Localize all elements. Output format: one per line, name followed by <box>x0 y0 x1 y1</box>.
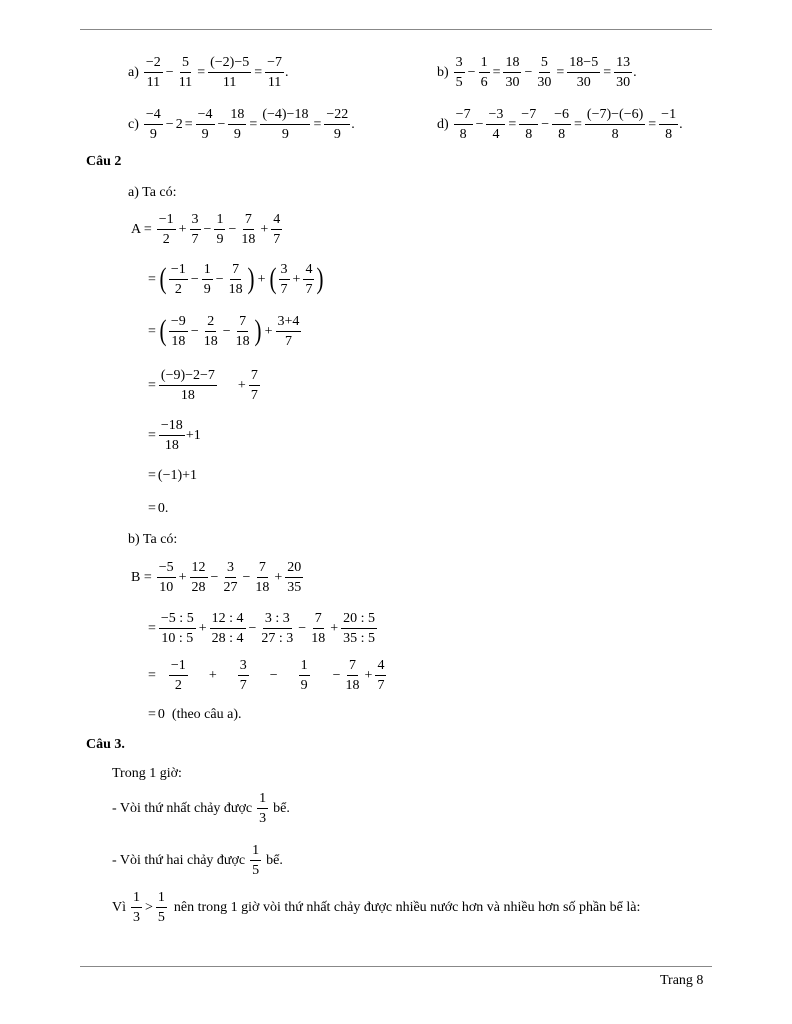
cau2-heading: Câu 2 <box>86 154 122 169</box>
cau3-intro: Trong 1 giờ: <box>112 766 182 781</box>
fraction: $\frac{3}{27}$ <box>223 560 238 596</box>
cau3-heading: Câu 3. <box>86 737 125 752</box>
A-line-2: = ( $\frac{-1}{2}$ − $\frac{1}{9}$ − $\frac{7}{18}$ ) + ( $\frac{3}{7}$ + $\frac{4}{7}$ ) <box>148 261 324 298</box>
footer-rule <box>80 966 712 967</box>
fraction: $\frac{1}{5}$ <box>157 890 165 926</box>
fraction: $\frac{4}{7}$ <box>273 212 281 248</box>
page-number: Trang 8 <box>660 973 704 988</box>
cau2-a-intro: a) Ta có: <box>128 185 177 200</box>
fraction: $\frac{12 : 4}{28 : 4}$ <box>211 611 244 647</box>
fraction: $\frac{-5 : 5}{10 : 5}$ <box>160 611 194 647</box>
fraction: $\frac{(-9)-2-7}{18}$ <box>160 368 215 404</box>
fraction: $\frac{-6}{8}$ <box>554 107 570 143</box>
fraction: $\frac{13}{30}$ <box>616 55 631 91</box>
fraction: $\frac{1}{9}$ <box>216 212 224 248</box>
fraction: $\frac{7}{18}$ <box>311 611 326 647</box>
fraction: $\frac{-7}{8}$ <box>455 107 471 143</box>
fraction: $\frac{7}{18}$ <box>345 658 360 694</box>
ex1-a: a) $\frac{-2}{11}$ − $\frac{5}{11}$ = $\frac{(-2)-5}{11}$ = $\frac{-7}{11}$ . <box>128 55 289 91</box>
cau3-compare: Vì $\frac{1}{3}$ > $\frac{1}{5}$ nên trong 1 giờ vòi thứ nhất chảy được nhiều nước hơn và nhiều hơn số phần bể là: <box>112 890 641 926</box>
fraction: $\frac{5}{30}$ <box>537 55 552 91</box>
ex1-b: b) $\frac{3}{5}$ − $\frac{1}{6}$ = $\frac{18}{30}$ − $\frac{5}{30}$ = $\frac{18-5}{30}$ = $\frac{13}{30}$ . <box>437 55 637 91</box>
fraction: $\frac{7}{18}$ <box>228 262 243 298</box>
A-line-7: = 0. <box>148 501 169 516</box>
ex1-d-label: d) <box>437 116 449 132</box>
fraction: $\frac{2}{18}$ <box>203 314 218 350</box>
fraction: $\frac{-5}{10}$ <box>158 560 174 596</box>
fraction: $\frac{20}{35}$ <box>287 560 302 596</box>
fraction: $\frac{-4}{9}$ <box>197 107 213 143</box>
ex1-a-label: a) <box>128 64 139 80</box>
fraction: $\frac{-3}{4}$ <box>488 107 504 143</box>
ex1-d: d) $\frac{-7}{8}$ − $\frac{-3}{4}$ = $\frac{-7}{8}$ − $\frac{-6}{8}$ = $\frac{(-7)-(-6)}{8}$ = $\frac{-1}{8}$ . <box>437 107 683 143</box>
ex1-c-label: c) <box>128 116 139 132</box>
fraction: $\frac{3}{7}$ <box>191 212 199 248</box>
fraction: $\frac{-1}{2}$ <box>170 658 186 694</box>
A-line-6: = (−1)+1 <box>148 468 198 483</box>
ex1-c: c) $\frac{-4}{9}$ − 2 = $\frac{-4}{9}$ − $\frac{18}{9}$ = $\frac{(-4)-18}{9}$ = $\frac{-22}{9}$ . <box>128 107 355 143</box>
A-lhs: A = <box>131 221 152 237</box>
A-line-3: = ( $\frac{-9}{18}$ − $\frac{2}{18}$ − $\frac{7}{18}$ ) + $\frac{3+4}{7}$ <box>148 313 300 350</box>
fraction: $\frac{-9}{18}$ <box>170 314 186 350</box>
A-line-5: = $\frac{-18}{18}$ +1 <box>148 418 201 454</box>
fraction: $\frac{18}{9}$ <box>230 107 245 143</box>
fraction: $\frac{1}{3}$ <box>259 791 267 827</box>
fraction: $\frac{3+4}{7}$ <box>277 314 300 350</box>
fraction: $\frac{5}{11}$ <box>178 55 193 91</box>
ex1-b-label: b) <box>437 64 449 80</box>
fraction: $\frac{20 : 5}{35 : 5}$ <box>343 611 375 647</box>
fraction: $\frac{-7}{11}$ <box>267 55 283 91</box>
fraction: $\frac{18}{30}$ <box>505 55 520 91</box>
fraction: $\frac{-1}{2}$ <box>170 262 186 298</box>
header-rule <box>80 29 712 30</box>
fraction: $\frac{7}{18}$ <box>255 560 270 596</box>
fraction: $\frac{-4}{9}$ <box>145 107 161 143</box>
fraction: $\frac{-7}{8}$ <box>521 107 537 143</box>
fraction: $\frac{-2}{11}$ <box>145 55 161 91</box>
fraction: $\frac{12}{28}$ <box>191 560 206 596</box>
fraction: $\frac{(-2)-5}{11}$ <box>210 55 250 91</box>
fraction: $\frac{7}{7}$ <box>250 368 258 404</box>
fraction: $\frac{3}{7}$ <box>239 658 247 694</box>
A-line-4: = $\frac{(-9)-2-7}{18}$ + $\frac{7}{7}$ <box>148 368 258 404</box>
B-line-1: B = $\frac{-5}{10}$ + $\frac{12}{28}$ − $\frac{3}{27}$ − $\frac{7}{18}$ + $\frac{20}{35}$ <box>131 560 302 596</box>
cau2-b-intro: b) Ta có: <box>128 532 178 547</box>
cau3-v1: - Vòi thứ nhất chảy được $\frac{1}{3}$ bể. <box>112 791 290 827</box>
B-line-4: = 0 (theo câu a). <box>148 707 242 722</box>
fraction: $\frac{18-5}{30}$ <box>569 55 599 91</box>
fraction: $\frac{1}{6}$ <box>480 55 488 91</box>
fraction: $\frac{4}{7}$ <box>305 262 313 298</box>
fraction: $\frac{4}{7}$ <box>377 658 385 694</box>
fraction: $\frac{7}{18}$ <box>235 314 250 350</box>
fraction: $\frac{3 : 3}{27 : 3}$ <box>261 611 294 647</box>
fraction: $\frac{1}{9}$ <box>300 658 308 694</box>
fraction: $\frac{3}{5}$ <box>455 55 463 91</box>
fraction: $\frac{(-7)-(-6)}{8}$ <box>586 107 644 143</box>
fraction: $\frac{-1}{2}$ <box>158 212 174 248</box>
fraction: $\frac{-18}{18}$ <box>160 418 183 454</box>
fraction: $\frac{1}{5}$ <box>252 843 260 879</box>
fraction: $\frac{-1}{8}$ <box>661 107 677 143</box>
fraction: $\frac{7}{18}$ <box>241 212 256 248</box>
B-line-2: = $\frac{-5 : 5}{10 : 5}$ + $\frac{12 : 4}{28 : 4}$ − $\frac{3 : 3}{27 : 3}$ − $\frac{7}{18}$ + $\frac{20 : 5}{35 : 5}$ <box>148 611 375 647</box>
fraction: $\frac{(-4)-18}{9}$ <box>262 107 309 143</box>
B-lhs: B = <box>131 569 152 585</box>
B-line-3: = $\frac{-1}{2}$ + $\frac{3}{7}$ − $\frac{1}{9}$ − $\frac{7}{18}$ + $\frac{4}{7}$ <box>148 658 385 694</box>
A-line-1: A = $\frac{-1}{2}$ + $\frac{3}{7}$ − $\frac{1}{9}$ − $\frac{7}{18}$ + $\frac{4}{7}$ <box>131 212 281 248</box>
fraction: $\frac{1}{3}$ <box>133 890 140 926</box>
fraction: $\frac{3}{7}$ <box>280 262 288 298</box>
fraction: $\frac{-22}{9}$ <box>326 107 349 143</box>
fraction: $\frac{1}{9}$ <box>203 262 211 298</box>
cau3-v2: - Vòi thứ hai chảy được $\frac{1}{5}$ bể. <box>112 843 283 879</box>
